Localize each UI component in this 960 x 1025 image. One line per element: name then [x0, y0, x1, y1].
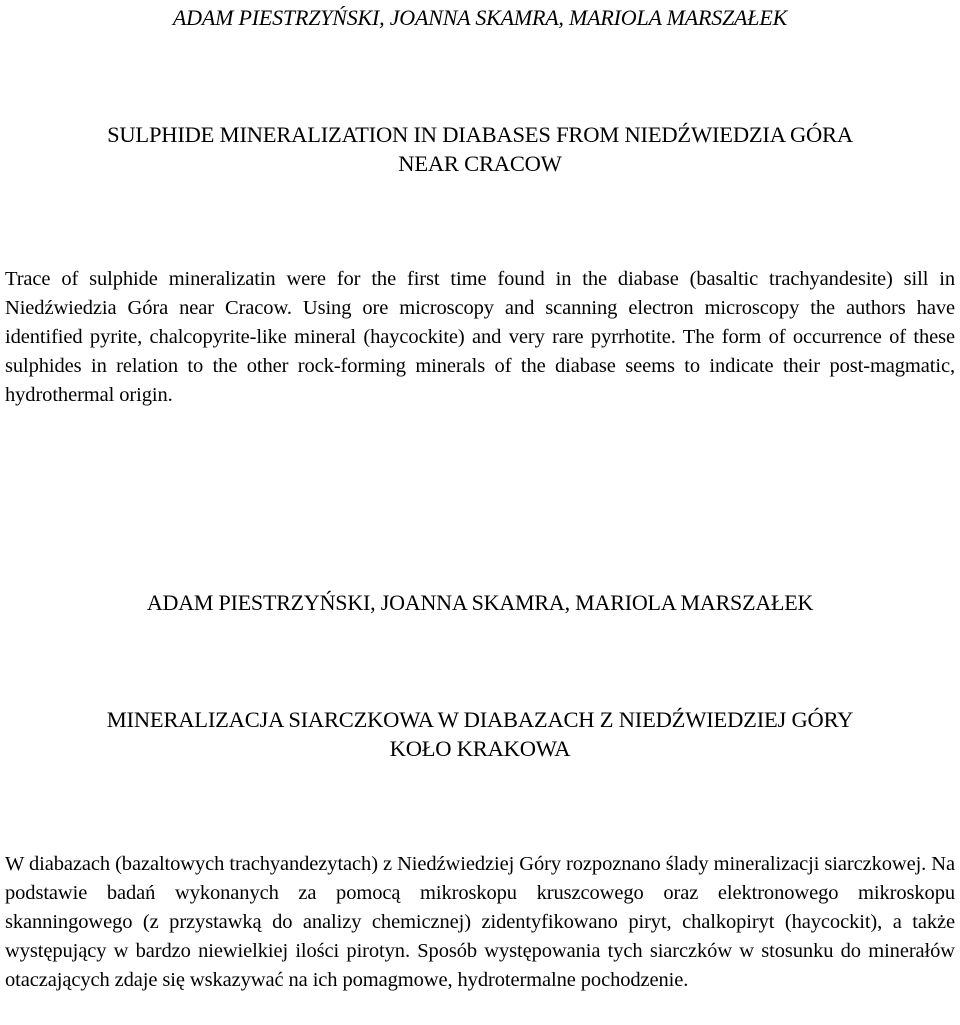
- english-authors: ADAM PIESTRZYŃSKI, JOANNA SKAMRA, MARIOLA MARSZAŁEK: [172, 5, 788, 30]
- polish-title-line-1: MINERALIZACJA SIARCZKOWA W DIABAZACH Z NIEDŹWIEDZIEJ GÓRY: [106, 707, 854, 732]
- english-abstract: Trace of sulphide mineralizatin were for the first time found in the diabase (basaltic trachyandesite) sill in Niedźwiedzia Góra near Cracow. Using ore microscopy and scanning electron microscopy the authors have identified pyrite, chalcopyrite-like mineral (haycockite) and very rare pyrrhotite. The form of occurrence of these sulphides in relation to the other rock-forming minerals of the diabase seems to indicate their post-magmatic, hydrothermal origin.: [5, 268, 955, 406]
- english-title: [0, 120, 960, 178]
- polish-title: [0, 705, 960, 763]
- english-title-line-2: NEAR CRACOW: [398, 151, 562, 176]
- polish-authors: ADAM PIESTRZYŃSKI, JOANNA SKAMRA, MARIOLA MARSZAŁEK: [146, 590, 814, 615]
- english-title-line-1: SULPHIDE MINERALIZATION IN DIABASES FROM NIEDŹWIEDZIA GÓRA: [107, 122, 853, 147]
- polish-title-line-2: KOŁO KRAKOWA: [389, 736, 571, 761]
- polish-abstract: W diabazach (bazaltowych trachyandezytach) z Niedźwiedziej Góry rozpoznano ślady mineralizacji siarczkowej. Na podstawie badań wykonanych za pomocą mikroskopu kruszcowego oraz elektronowego mikroskopu skanningowego (z przystawką do analizy chemicznej) zidentyfikowano piryt, chalkopiryt (haycockit), a także występujący w bardzo niewielkiej ilości pirotyn. Sposób występowania tych siarczków w stosunku do minerałów otaczających zdaje się wskazywać na ich pomagmowe, hydrotermalne pochodzenie.: [5, 853, 955, 991]
